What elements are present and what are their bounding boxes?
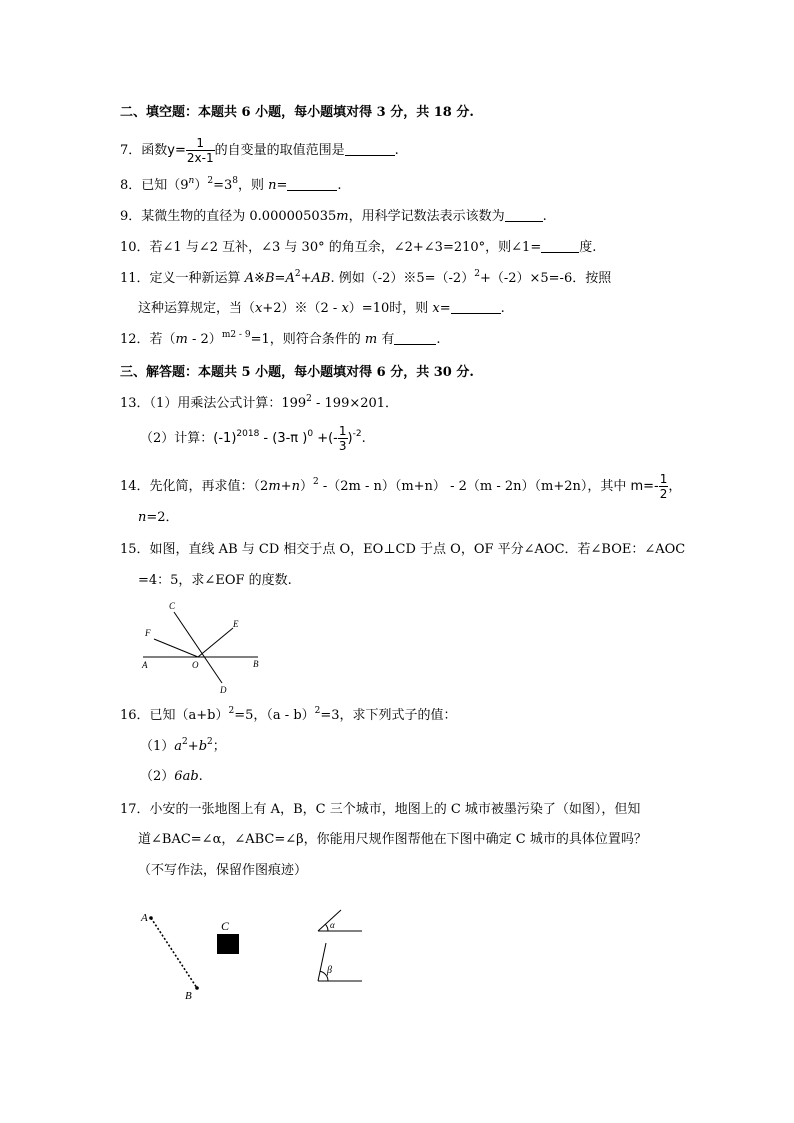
q16-text: 16．已知（a+b） <box>120 708 229 723</box>
q11-exp: 2 <box>294 269 301 279</box>
q11-var: B <box>264 271 275 286</box>
q8-mid: ） <box>194 178 208 193</box>
q9-text: ，用科学记数法表示该数为 <box>348 209 505 224</box>
q14-paren: ） <box>299 479 313 494</box>
q8-end: . <box>337 178 342 193</box>
q11-l2-mid: +2）※（2 - <box>262 301 342 316</box>
angle-alpha-arc <box>325 924 328 931</box>
q12-mid: - 2） <box>187 332 222 347</box>
q8-exp-n: n <box>188 176 195 186</box>
label-b: B <box>253 659 259 669</box>
label-c: C <box>221 919 230 933</box>
q16-coef: 6 <box>174 769 183 784</box>
q11-end: . <box>500 301 505 316</box>
q11-exp: 2 <box>474 269 480 279</box>
q13-denominator: 3 <box>338 439 347 453</box>
question-17-line-1: 17．小安的一张地图上有 A，B，C 三个城市，地图上的 C 城市被墨污染了（如图），但知 <box>120 802 641 817</box>
q7-denominator: 2x-1 <box>186 151 214 165</box>
q11-eq2: = <box>439 301 451 316</box>
q13-exp: 0 <box>307 429 314 439</box>
q11-example-end: +（-2）×5=-6．按照 <box>479 271 612 286</box>
q11-var: x <box>432 301 440 316</box>
q11-op: ※ <box>254 271 265 286</box>
q8-exp-8: 8 <box>232 176 238 186</box>
q16-end: =3，求下列式子的值： <box>320 708 457 723</box>
q12-var: m <box>175 332 188 347</box>
q13-end: . <box>361 431 366 446</box>
ink-blot <box>217 934 239 954</box>
q16-var: b <box>198 739 208 754</box>
question-13-part-1 <box>120 395 398 413</box>
q7-end: . <box>394 143 399 158</box>
q8-prefix: 8．已知（9 <box>120 178 189 193</box>
q8-exp-2: 2 <box>207 176 214 186</box>
q12-prefix: 12．若（ <box>120 332 176 347</box>
q16-exp: 2 <box>207 737 213 747</box>
angle-beta-arm <box>318 943 326 981</box>
section-3-heading: 三、解答题：本题共 5 小题，每小题填对得 6 分，共 30 分. <box>120 365 474 380</box>
label-b: B <box>185 990 192 1002</box>
q14-var: n <box>291 479 300 494</box>
q16-var: ab <box>182 769 199 784</box>
question-8 <box>120 177 342 195</box>
q16-exp: 2 <box>182 737 188 747</box>
q10-end: 度. <box>579 240 597 255</box>
question-11-line-2 <box>138 300 505 318</box>
q9-prefix: 9．某微生物的直径为 0.000005035 <box>120 209 337 224</box>
answer-blank[interactable] <box>541 239 579 253</box>
q8-eq2: = <box>276 178 288 193</box>
q11-plus: + <box>300 271 312 286</box>
point-b <box>195 986 199 990</box>
label-a: A <box>142 660 148 670</box>
q11-l2-text: 这种运算规定，当（ <box>138 301 256 316</box>
label-c: C <box>169 601 176 611</box>
label-d: D <box>220 685 227 695</box>
q14-var: n <box>138 510 147 525</box>
label-alpha: α <box>330 920 335 930</box>
q14-n-value: =2． <box>146 510 179 525</box>
question-11-line-1 <box>120 270 611 288</box>
label-o: O <box>192 660 199 670</box>
question-17-line-3: （不写作法，保留作图痕迹） <box>138 863 308 878</box>
q14-m-value: m=- <box>630 479 659 494</box>
q7-numerator: 1 <box>196 136 205 150</box>
question-9 <box>120 208 547 226</box>
label-beta: β <box>327 965 332 976</box>
question-16 <box>120 707 457 725</box>
q7-prefix: 7．函数 <box>120 143 168 158</box>
q13-exp: -2 <box>352 429 362 439</box>
q13-fraction <box>338 424 348 453</box>
map-figure-17 <box>135 900 375 1005</box>
q16-mid: =5，（a - b） <box>234 708 315 723</box>
q14-text: 14．先化简，再求值：（2 <box>120 479 269 494</box>
answer-blank[interactable] <box>505 208 543 222</box>
q12-text2: 有 <box>377 332 395 347</box>
answer-blank[interactable] <box>287 177 337 191</box>
point-a <box>149 916 153 920</box>
q14-comma: ， <box>668 479 682 494</box>
question-16-part-1 <box>140 738 226 756</box>
q12-end: . <box>436 332 441 347</box>
q8-text: ，则 <box>238 178 269 193</box>
q14-fraction <box>659 472 669 501</box>
q13-expr: ) <box>347 431 353 446</box>
q14-denominator: 2 <box>659 487 668 501</box>
q11-var: A <box>244 271 255 286</box>
q16-var: a <box>174 739 183 754</box>
question-10 <box>120 239 596 257</box>
answer-blank[interactable] <box>394 331 436 345</box>
ray-of <box>154 639 198 657</box>
q9-end: . <box>542 209 547 224</box>
question-16-part-2 <box>140 768 203 786</box>
question-14-line-2 <box>138 509 179 527</box>
q11-var: x <box>341 301 349 316</box>
q7-fraction <box>186 136 215 165</box>
question-13-part-2 <box>140 424 366 453</box>
q16-p2-end: . <box>198 769 203 784</box>
label-e: E <box>233 619 239 629</box>
q16-p1-end: ； <box>212 739 226 754</box>
segment-ab <box>151 918 197 988</box>
question-12 <box>120 331 440 349</box>
q11-var: A <box>285 271 295 286</box>
line-cd <box>174 612 222 683</box>
q14-exp: 2 <box>312 477 319 487</box>
q8-var: n <box>268 178 277 193</box>
q13-exp: 2 <box>306 394 312 404</box>
q14-expr: -（2m - n）（m+n） - 2（m - 2n）（m+2n），其中 <box>318 479 631 494</box>
q13-p1-text: 13．（1）用乘法公式计算：199 <box>120 396 307 411</box>
question-17-line-2: 道∠BAC=∠α，∠ABC=∠β，你能用尺规作图帮他在下图中确定 C 城市的具体位置吗？ <box>138 832 647 847</box>
question-15-line-1: 15．如图，直线 AB 与 CD 相交于点 O，EO⊥CD 于点 O，OF 平分∠AOC．若∠BOE：∠AOC <box>120 542 686 557</box>
q12-exponent: m2 - 9 <box>221 330 251 340</box>
q13-expr: (-1) <box>213 431 237 446</box>
q13-numerator: 1 <box>338 424 347 438</box>
q16-p2-label: （2） <box>140 769 175 784</box>
q11-eq: = <box>274 271 286 286</box>
q8-eq: =3 <box>213 178 233 193</box>
angle-figure-15 <box>138 595 268 700</box>
label-a: A <box>141 912 148 924</box>
q16-exp: 2 <box>314 706 321 716</box>
q16-p1-label: （1） <box>140 739 175 754</box>
q13-p2-label: （2）计算： <box>140 431 214 446</box>
q13-expr: - (3-π ) <box>259 431 308 446</box>
q11-l2-mid2: ）=10时，则 <box>348 301 433 316</box>
q10-text: 10．若∠1 与∠2 互补，∠3 与 30° 的角互余，∠2+∠3=210°，则∠1= <box>120 240 542 255</box>
q14-numerator: 1 <box>659 472 668 486</box>
question-14-line-1 <box>120 472 681 501</box>
q16-exp: 2 <box>228 706 235 716</box>
ray-oe <box>198 628 233 657</box>
q14-var: m <box>268 479 281 494</box>
q14-plus: + <box>280 479 292 494</box>
q11-var: AB <box>311 271 331 286</box>
label-f: F <box>145 628 151 638</box>
q13-exp: 2018 <box>236 429 260 439</box>
answer-blank[interactable] <box>345 142 395 156</box>
q7-text: 的自变量的取值范围是 <box>214 143 345 158</box>
question-15-line-2: =4：5，求∠EOF 的度数. <box>138 573 292 588</box>
q9-unit: m <box>336 209 349 224</box>
question-7 <box>120 136 399 165</box>
q11-example: . 例如（-2）※5=（-2） <box>330 271 475 286</box>
q12-text: =1，则符合条件的 <box>250 332 365 347</box>
section-2-heading: 二、填空题：本题共 6 小题，每小题填对得 3 分，共 18 分. <box>120 105 474 120</box>
q16-plus: + <box>187 739 199 754</box>
q11-var: x <box>255 301 263 316</box>
q13-expr: +(- <box>313 431 338 446</box>
q12-var: m <box>364 332 378 347</box>
q11-prefix: 11．定义一种新运算 <box>120 271 245 286</box>
q13-p1-end: - 199×201． <box>311 396 399 411</box>
q7-y: y= <box>167 143 186 158</box>
answer-blank[interactable] <box>451 300 501 314</box>
